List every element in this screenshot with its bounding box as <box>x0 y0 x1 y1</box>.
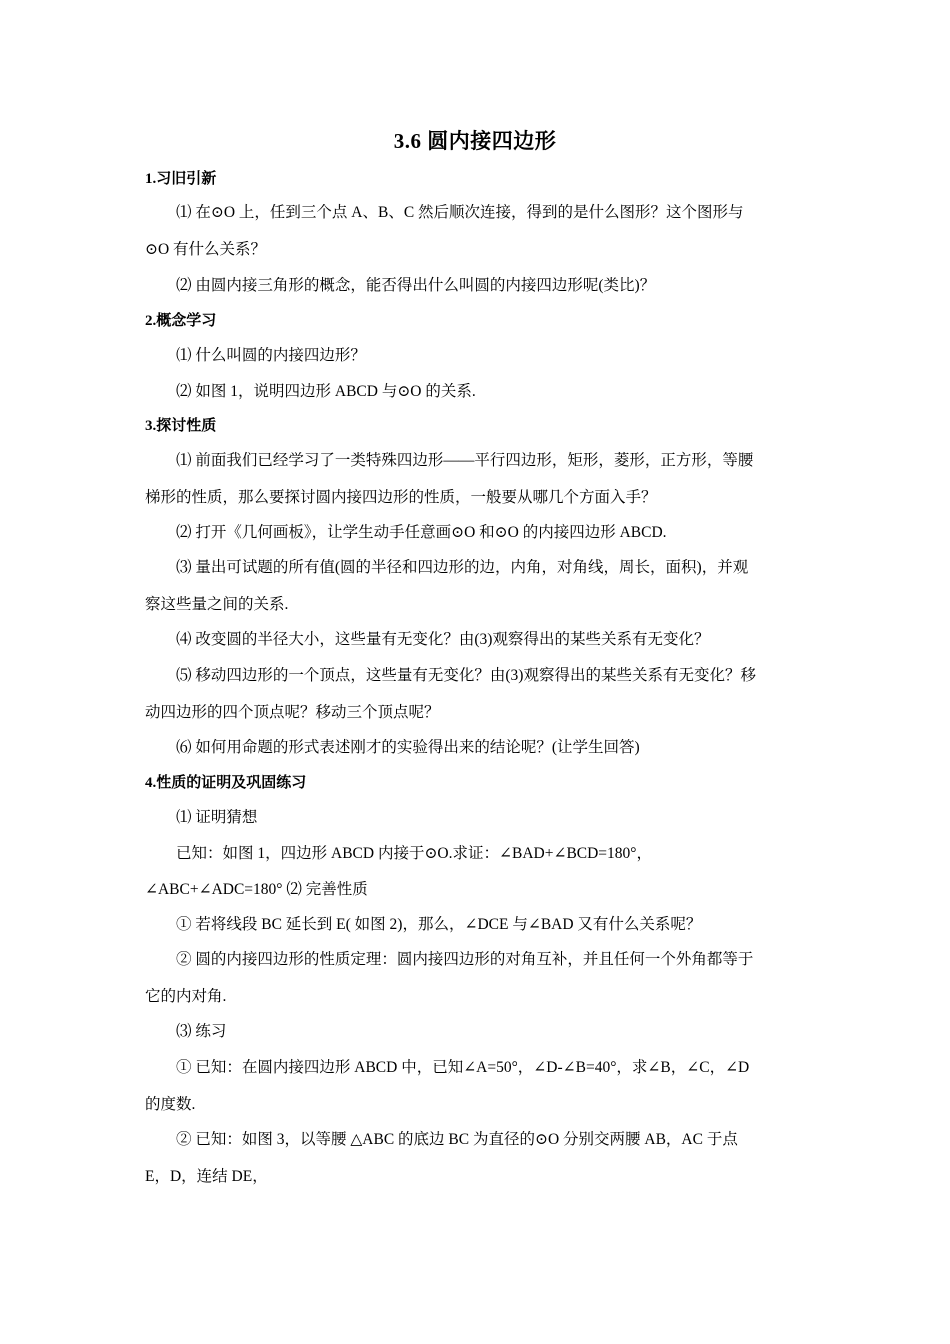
paragraph-line: ⑵ 打开《几何画板》，让学生动手任意画⊙O 和⊙O 的内接四边形 ABCD. <box>176 524 667 541</box>
paragraph-line: ⑵ 如图 1，说明四边形 ABCD 与⊙O 的关系. <box>176 383 476 400</box>
paragraph-line: ② 圆的内接四边形的性质定理：圆内接四边形的对角互补，并且任何一个外角都等于 <box>176 951 754 968</box>
paragraph-line: ⑴ 证明猜想 <box>176 809 258 826</box>
paragraph-line: ⑴ 什么叫圆的内接四边形？ <box>176 347 366 364</box>
paragraph-line: 的度数. <box>145 1096 196 1113</box>
paragraph-line: ⑷ 改变圆的半径大小，这些量有无变化？由(3)观察得出的某些关系有无变化？ <box>176 631 710 648</box>
paragraph-line: ⑴ 前面我们已经学习了一类特殊四边形——平行四边形，矩形，菱形，正方形，等腰 <box>176 452 754 469</box>
section-heading-1: 1.习旧引新 <box>145 171 217 187</box>
section-heading-4: 4.性质的证明及巩固练习 <box>145 775 307 791</box>
paragraph-line: ⑵ 由圆内接三角形的概念，能否得出什么叫圆的内接四边形呢(类比)？ <box>176 277 656 294</box>
paragraph-line: ⑶ 练习 <box>176 1023 227 1040</box>
section-heading-2: 2.概念学习 <box>145 313 217 329</box>
paragraph-line: ⑶ 量出可试题的所有值(圆的半径和四边形的边，内角，对角线，周长，面积)，并观 <box>176 559 749 576</box>
paragraph-line: ① 若将线段 BC 延长到 E( 如图 2)，那么，∠DCE 与∠BAD 又有什么关系呢？ <box>176 916 702 933</box>
paragraph-line: 已知：如图 1，四边形 ABCD 内接于⊙O.求证：∠BAD+∠BCD=180°， <box>176 845 652 862</box>
page-title: 3.6 圆内接四边形 <box>393 129 557 153</box>
paragraph-line: ⑹ 如何用命题的形式表述刚才的实验得出来的结论呢？(让学生回答) <box>176 739 640 756</box>
paragraph-line: E，D，连结 DE， <box>145 1168 268 1185</box>
paragraph-line: ∠ABC+∠ADC=180° ⑵ 完善性质 <box>145 881 368 898</box>
paragraph-line: 动四边形的四个顶点呢？移动三个顶点呢？ <box>145 704 440 721</box>
paragraph-line: 它的内对角. <box>145 988 227 1005</box>
paragraph-line: 梯形的性质，那么要探讨圆内接四边形的性质，一般要从哪几个方面入手？ <box>145 489 657 506</box>
paragraph-line: 察这些量之间的关系. <box>145 596 289 613</box>
paragraph-line: ② 已知：如图 3，以等腰 △ABC 的底边 BC 为直径的⊙O 分别交两腰 AB，AC 于点 <box>176 1131 738 1148</box>
paragraph-line: ⑴ 在⊙O 上，任到三个点 A、B、C 然后顺次连接，得到的是什么图形？这个图形与 <box>176 204 744 221</box>
paragraph-line: ① 已知：在圆内接四边形 ABCD 中，已知∠A=50°，∠D-∠B=40°，求∠B，∠C，∠D <box>176 1059 750 1076</box>
paragraph-line: ⊙O 有什么关系？ <box>145 241 267 258</box>
paragraph-line: ⑸ 移动四边形的一个顶点，这些量有无变化？由(3)观察得出的某些关系有无变化？移 <box>176 667 756 684</box>
section-heading-3: 3.探讨性质 <box>145 418 217 434</box>
